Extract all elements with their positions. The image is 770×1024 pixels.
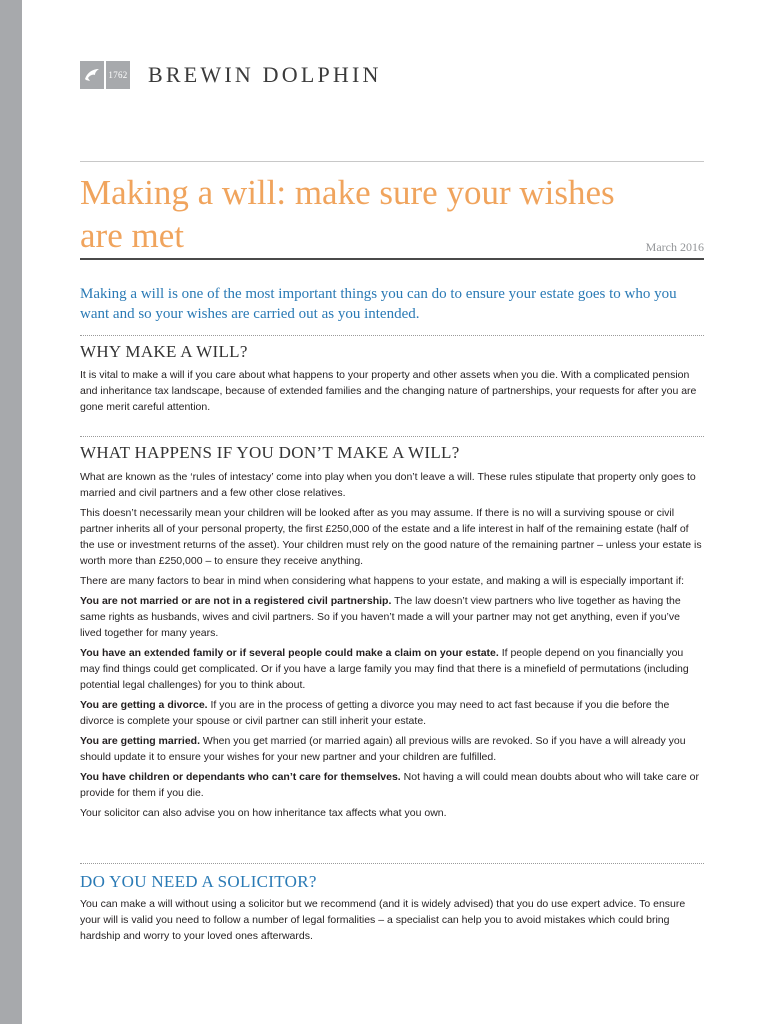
logo-year: 1762: [108, 70, 128, 80]
dotted-divider: [80, 436, 704, 437]
paragraph: This doesn’t necessarily mean your children will be looked after as you may assume. If there is no will a surviving spouse or civil partner inherits all of your personal property, the first £250,000 of the estate and a life interest in half of the remaining estate (half of the use or investment returns of the asset). Your children must rely on the good nature of the remaining partner – unless your estate is worth more than £250,000 – to ensure they receive anything.: [80, 507, 702, 567]
list-item: [80, 769, 704, 801]
item-text: When you get married (or married again) all previous wills are revoked. So if you have a will already you should update it to ensure your wishes for your new partner and your children are fulfilled.: [80, 735, 686, 763]
top-divider: [80, 161, 704, 162]
section-heading-what-happens: WHAT HAPPENS IF YOU DON’T MAKE A WILL?: [80, 443, 460, 462]
brand-header: [80, 60, 382, 90]
logo-year-box: [106, 61, 130, 89]
title-divider: [80, 258, 704, 260]
section-solicitor-body: [80, 896, 704, 948]
item-text: Not having a will could mean doubts about who will take care or provide for them if you die.: [80, 771, 699, 799]
paragraph: There are many factors to bear in mind when considering what happens to your estate, and making a will is especially important if:: [80, 575, 685, 587]
section-heading-solicitor: DO YOU NEED A SOLICITOR?: [80, 872, 317, 891]
item-lead: You are getting a divorce.: [80, 699, 208, 711]
publication-date: March 2016: [645, 240, 704, 254]
paragraph: Your solicitor can also advise you on how inheritance tax affects what you own.: [80, 807, 447, 819]
item-text: If you are in the process of getting a divorce you may need to act fast because if you die before the divorce is complete your spouse or civil partner can still inherit your estate.: [80, 699, 670, 727]
item-lead: You have children or dependants who can’t care for themselves.: [80, 771, 401, 783]
side-strip: [0, 0, 22, 1024]
item-lead: You are getting married.: [80, 735, 200, 747]
page-title: Making a will: make sure your wishes are met: [80, 173, 615, 255]
dolphin-icon: [80, 61, 104, 89]
list-item: [80, 733, 704, 765]
section-why-body: [80, 367, 704, 419]
list-item: [80, 645, 704, 693]
brand-name: BREWIN DOLPHIN: [148, 62, 382, 87]
list-item: [80, 593, 704, 641]
paragraph: You can make a will without using a solicitor but we recommend (and it is widely advised) that you do use expert advice. To ensure your will is valid you need to follow a number of legal formalities – a specialist can help you to avoid mistakes which could bring hardship and worry to your loved ones afterwards.: [80, 898, 686, 942]
item-text: The law doesn’t view partners who live together as having the same rights as husbands, wives and civil partners. So if you haven’t made a will your partner may not get anything, even if you’ve lived together for many years.: [80, 595, 681, 639]
logo: [80, 61, 130, 89]
dotted-divider: [80, 863, 704, 864]
section-heading-why: WHY MAKE A WILL?: [80, 342, 248, 361]
item-lead: You have an extended family or if several people could make a claim on your estate.: [80, 647, 499, 659]
section-what-happens-body: [80, 469, 704, 825]
dotted-divider: [80, 335, 704, 336]
paragraph: What are known as the ‘rules of intestacy’ come into play when you don’t leave a will. These rules stipulate that property only goes to married and civil partners and a few other close relatives.: [80, 471, 696, 499]
list-item: [80, 697, 704, 729]
item-text: If people depend on you financially you may find things could get complicated. Or if you have a large family you may find that there is a minefield of permutations (including potential legal challenges) for you to think about.: [80, 647, 689, 691]
intro-paragraph: Making a will is one of the most important things you can do to ensure your estate goes to who you want and so your wishes are carried out as you intended.: [80, 286, 677, 322]
paragraph: It is vital to make a will if you care about what happens to your property and other assets when you die. With a complicated pension and inheritance tax landscape, because of extended families and the changing nature of partnerships, your requests for after you are gone merit careful attention.: [80, 369, 697, 413]
item-lead: You are not married or are not in a registered civil partnership.: [80, 595, 392, 607]
